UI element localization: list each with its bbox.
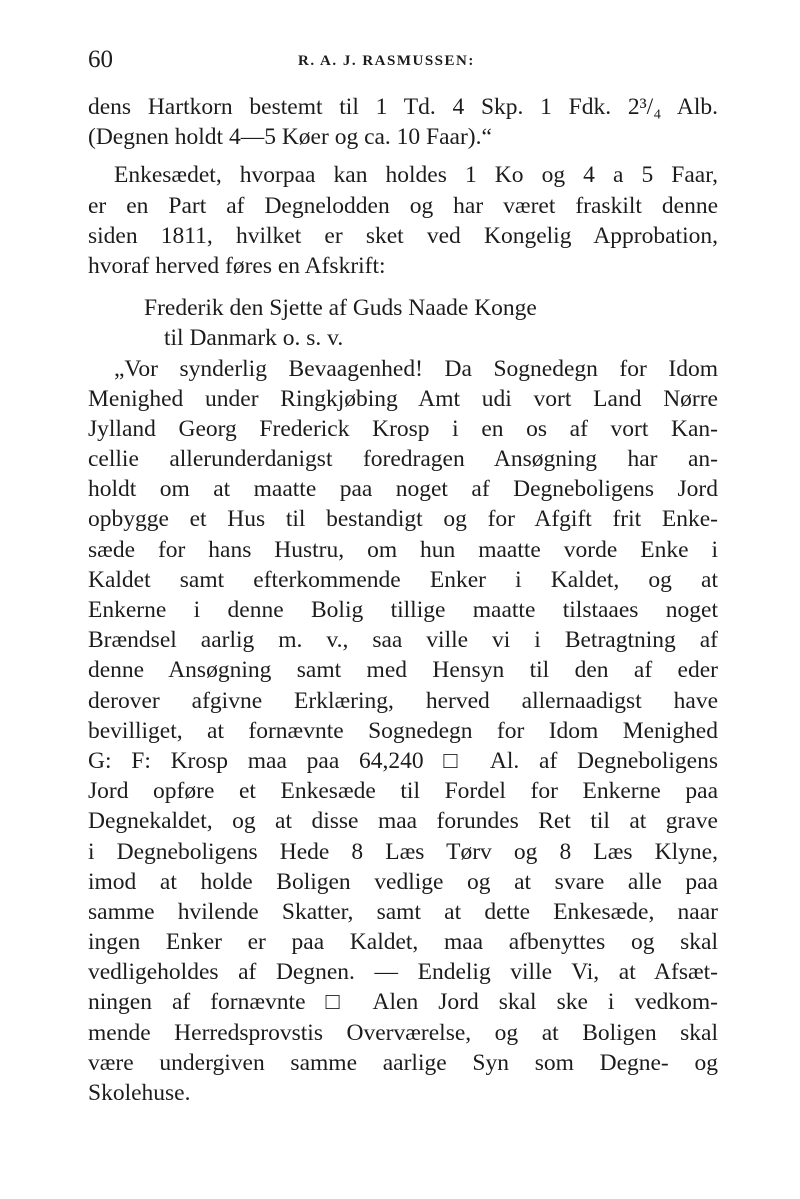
body-text [88,92,718,1108]
text-line: derover afgivne Erklæring, herved allernaadigst have [88,687,718,714]
text-line: holdt om at maatte paa noget af Degneboligens Jord [88,476,718,503]
text-line: ningen af fornævnte □ Alen Jord skal ske i vedkom- [88,989,718,1016]
text-line: sæde for hans Hustru, om hun maatte vorde Enke i [88,536,718,563]
text-line: i Degneboligens Hede 8 Læs Tørv og 8 Læs Klyne, [88,838,718,865]
text-line: Enkerne i denne Bolig tillige maatte tilstaaes noget [88,597,718,623]
text-line: er en Part af Degnelodden og har været fraskilt denne [88,192,718,219]
text-line: (Degnen holdt 4—5 Køer og ca. 10 Faar).“ [88,124,492,151]
text-line: opbygge et Hus til bestandigt og for Afgift frit Enke- [88,506,718,533]
page-header [88,44,720,80]
text-line: vedligeholdes af Degnen. — Endelig ville Vi, at Afsæt- [88,959,718,986]
text-line: hvoraf herved føres en Afskrift: [88,252,386,279]
text-line: samme hvilende Skatter, samt at dette Enkesæde, naar [88,898,718,925]
running-head: R. A. J. RASMUSSEN: [298,53,475,69]
text-line: Skolehuse. [88,1080,191,1106]
page-number: 60 [88,46,113,73]
text-line: være undergiven samme aarlige Syn som Degne- og [88,1049,718,1076]
text-line: cellie allerunderdanigst foredragen Ansøgning har an- [88,446,718,473]
salutation-line: Frederik den Sjette af Guds Naade Konge [144,295,537,322]
text-line: G: F: Krosp maa paa 64,240 □ Al. af Degneboligens [88,747,718,774]
text-line: Jylland Georg Frederick Krosp i en os af vort Kan- [88,415,718,442]
text-line: „Vor synderlig Bevaagenhed! Da Sognedegn for Idom [114,355,718,382]
text-line: bevilliget, at fornævnte Sognedegn for Idom Menighed [88,717,718,744]
text-line: Kaldet samt efterkommende Enker i Kaldet, og at [88,566,718,593]
text-line: Brændsel aarlig m. v., saa ville vi i Betragtning af [88,627,718,654]
text-line: imod at holde Boligen vedlige og at svare alle paa [88,868,718,895]
salutation-line: til Danmark o. s. v. [164,325,344,352]
text-line: Jord opføre et Enkesæde til Fordel for Enkerne paa [88,778,718,805]
text-line: siden 1811, hvilket er sket ved Kongelig Approbation, [88,222,718,249]
text-line: Menighed under Ringkjøbing Amt udi vort Land Nørre [88,385,718,412]
text-line: denne Ansøgning samt med Hensyn til den af eder [88,657,718,684]
text-line: mende Herredsprovstis Overværelse, og at Boligen skal [88,1019,718,1046]
text-line: Enkesædet, hvorpaa kan holdes 1 Ko og 4 a 5 Faar, [114,162,718,189]
text-line: dens Hartkorn bestemt til 1 Td. 4 Skp. 1 Fdk. 2³/₄ Alb. [88,94,718,120]
text-line: Degnekaldet, og at disse maa forundes Ret til at grave [88,808,718,835]
text-line: ingen Enker er paa Kaldet, maa afbenyttes og skal [88,929,718,956]
